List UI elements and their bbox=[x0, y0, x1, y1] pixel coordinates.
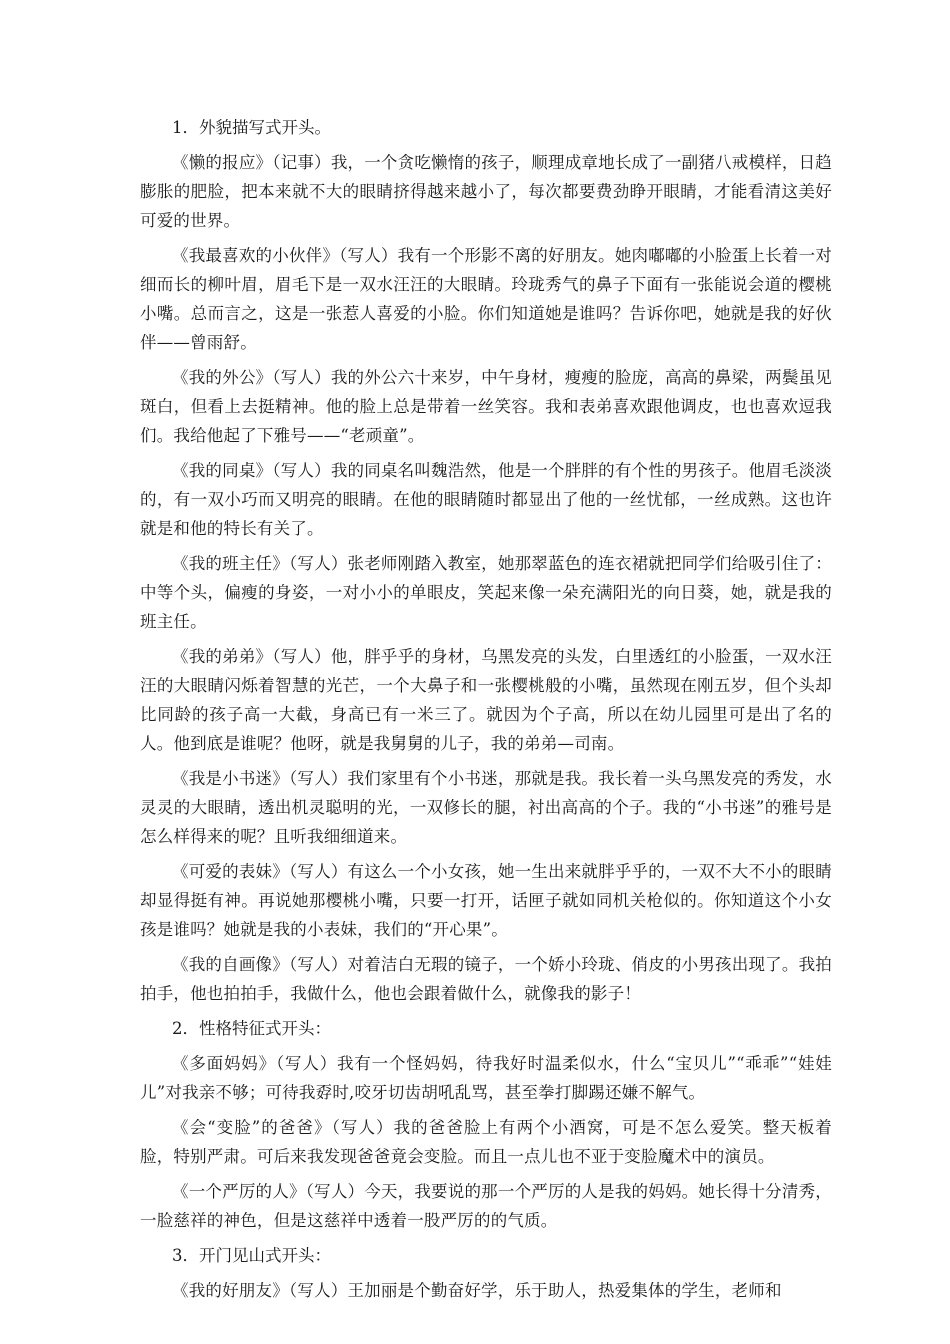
paragraph: 《我的自画像》（写人）对着洁白无瑕的镜子，一个娇小玲珑、俏皮的小男孩出现了。我拍拍手，他也拍拍手，我做什么，他也会跟着做什么，就像我的影子！ bbox=[140, 955, 832, 1003]
paragraph: 《我的外公》（写人）我的外公六十来岁，中午身材，瘦瘦的脸庞，高高的鼻梁，两鬓虽见斑白，但看上去挺精神。他的脸上总是带着一丝笑容。我和表弟喜欢跟他调皮，也也喜欢逗我们。我给他起了下雅号——“老顽童”。 bbox=[140, 368, 832, 445]
paragraph: 《我的好朋友》（写人）王加丽是个勤奋好学，乐于助人，热爱集体的学生，老师和 bbox=[172, 1281, 782, 1300]
section-direct bbox=[140, 1241, 832, 1305]
paragraph: 《我的弟弟》（写人）他，胖乎乎的身材，乌黑发亮的头发，白里透红的小脸蛋，一双水汪汪的大眼睛闪烁着智慧的光芒，一个大鼻子和一张樱桃般的小嘴，虽然现在刚五岁，但个头却比同龄的孩子高一大截，身高已有一米三了。就因为个子高，所以在幼儿园里可是出了名的人。他到底是谁呢？他呀，就是我舅舅的儿子，我的弟弟—司南。 bbox=[140, 647, 832, 753]
paragraph: 《我是小书迷》（写人）我们家里有个小书迷，那就是我。我长着一头乌黑发亮的秀发，水灵灵的大眼睛，透出机灵聪明的光，一双修长的腿，衬出高高的个子。我的“小书迷”的雅号是怎么样得来的呢？且听我细细道来。 bbox=[140, 769, 832, 846]
paragraph: 《我的同桌》（写人）我的同桌名叫魏浩然，他是一个胖胖的有个性的男孩子。他眉毛淡淡的，有一双小巧而又明亮的眼睛。在他的眼睛随时都显出了他的一丝忧郁，一丝成熟。这也许就是和他的特长有关了。 bbox=[140, 461, 832, 538]
section-heading: 3．开门见山式开头： bbox=[172, 1246, 331, 1265]
paragraph: 《懒的报应》（记事）我，一个贪吃懒惰的孩子，顺理成章地长成了一副猪八戒模样，日趋膨胀的肥脸，把本来就不大的眼睛挤得越来越小了，每次都要费劲睁开眼睛，才能看清这美好可爱的世界。 bbox=[140, 153, 832, 230]
section-heading: 1．外貌描写式开头。 bbox=[172, 118, 331, 137]
paragraph: 《一个严厉的人》（写人）今天，我要说的那一个严厉的人是我的妈妈。她长得十分清秀，一脸慈祥的神色，但是这慈祥中透着一股严厉的的气质。 bbox=[140, 1182, 832, 1230]
paragraph: 《会“变脸”的爸爸》（写人）我的爸爸脸上有两个小酒窝，可是不怎么爱笑。整天板着脸，特别严肃。可后来我发现爸爸竟会变脸。而且一点儿也不亚于变脸魔术中的演员。 bbox=[140, 1118, 832, 1166]
paragraph: 《我的班主任》（写人）张老师刚踏入教室，她那翠蓝色的连衣裙就把同学们给吸引住了：中等个头，偏瘦的身姿，一对小小的单眼皮，笑起来像一朵充满阳光的向日葵，她，就是我的班主任。 bbox=[140, 554, 832, 631]
paragraph: 《多面妈妈》（写人）我有一个怪妈妈，待我好时温柔似水，什么“宝贝儿”“乖乖”“娃娃儿”对我亲不够；可待我孬时,咬牙切齿胡吼乱骂，甚至拳打脚踢还嫌不解气。 bbox=[140, 1054, 832, 1102]
paragraph: 《可爱的表妹》（写人）有这么一个小女孩，她一生出来就胖乎乎的，一双不大不小的眼睛却显得挺有神。再说她那樱桃小嘴，只要一打开，话匣子就如同机关枪似的。你知道这个小女孩是谁吗？她就是我的小表妹，我们的“开心果”。 bbox=[140, 862, 832, 939]
section-heading: 2．性格特征式开头： bbox=[172, 1019, 331, 1038]
document-body bbox=[140, 113, 832, 1305]
section-personality bbox=[140, 1014, 832, 1235]
paragraph: 《我最喜欢的小伙伴》（写人）我有一个形影不离的好朋友。她肉嘟嘟的小脸蛋上长着一对细而长的柳叶眉，眉毛下是一双水汪汪的大眼睛。玲珑秀气的鼻子下面有一张能说会道的樱桃小嘴。总而言之，这是一张惹人喜爱的小脸。你们知道她是谁吗？告诉你吧，她就是我的好伙伴——曾雨舒。 bbox=[140, 246, 832, 352]
section-appearance bbox=[140, 113, 832, 1008]
